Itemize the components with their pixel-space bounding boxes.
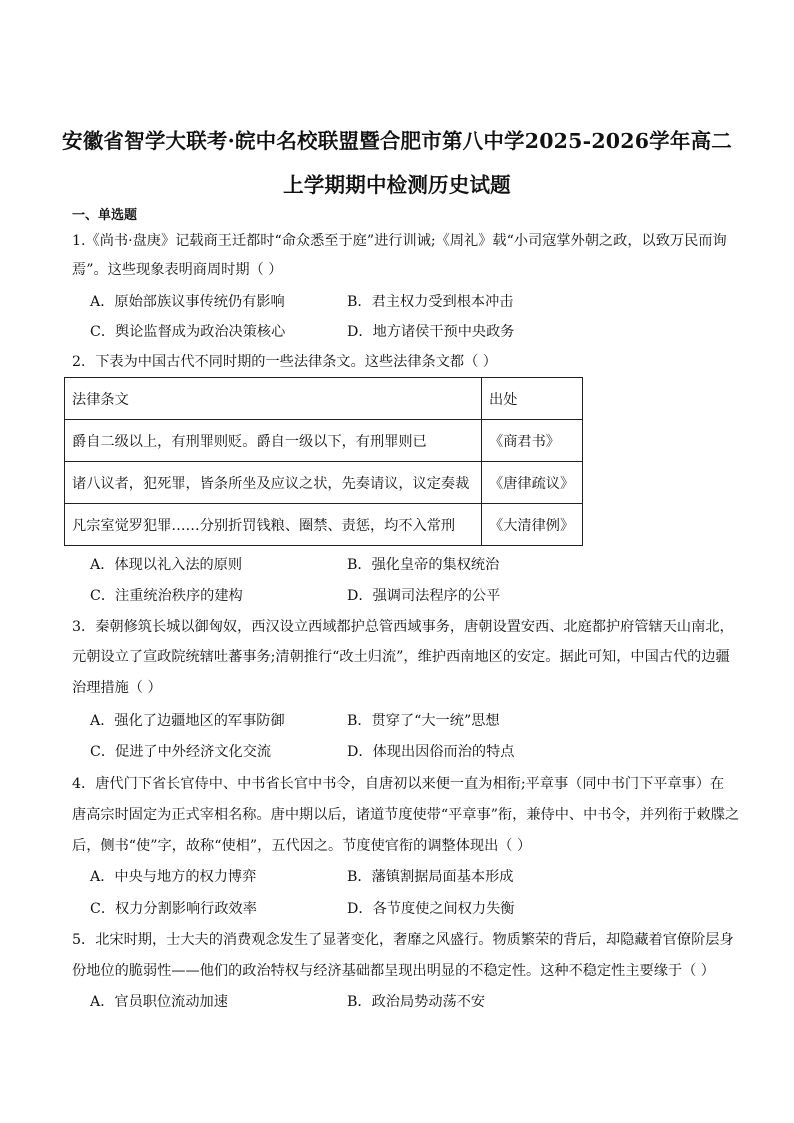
exam-title-line1: 安徽省智学大联考·皖中名校联盟暨合肥市第八中学2025-2026学年高二 — [62, 129, 732, 153]
table-cell: 《唐律疏议》 — [482, 462, 583, 504]
table-row — [65, 462, 583, 504]
q1-stem-line2: 焉”。这些现象表明商周时期（ ） — [72, 262, 283, 278]
exam-title-line2: 上学期期中检测历史试题 — [283, 173, 511, 197]
q2-option-d: D．强调司法程序的公平 — [347, 588, 501, 604]
q3-option-a: A．强化了边疆地区的军事防御 — [90, 713, 285, 729]
table-row — [65, 420, 583, 462]
table-cell: 《大清律例》 — [482, 504, 583, 546]
table-header-row — [65, 378, 583, 420]
q1-stem-line1: 1.《尚书·盘庚》记载商王迁都时“命众悉至于庭”进行训诫;《周礼》载“小司寇掌外朝之政，以致万民而询 — [72, 233, 727, 249]
q5-option-b: B．政治局势动荡不安 — [347, 994, 486, 1010]
q4-stem-line2: 唐高宗时固定为正式宰相名称。唐中期以后，诸道节度使带“平章事”衔，兼侍中、中书令，并列衔于敕牒之 — [72, 807, 740, 823]
table-header-cell: 法律条文 — [65, 378, 482, 420]
q3-option-b: B．贯穿了“大一统”思想 — [347, 713, 500, 729]
q5-stem-line1: 5．北宋时期，士大夫的消费观念发生了显著变化，奢靡之风盛行。物质繁荣的背后，却隐藏着官僚阶层身 — [72, 932, 734, 948]
q3-option-d: D．体现出因俗而治的特点 — [347, 744, 515, 760]
q3-stem-line1: 3．秦朝修筑长城以御匈奴，西汉设立西域都护总管西域事务，唐朝设置安西、北庭都护府管辖天山南北， — [72, 619, 734, 635]
q2-stem-line1: 2．下表为中国古代不同时期的一些法律条文。这些法律条文都（ ） — [72, 354, 497, 370]
q5-stem-line2: 份地位的脆弱性——他们的政治特权与经济基础都呈现出明显的不稳定性。这种不稳定性主要缘于（ ） — [72, 963, 715, 979]
table-cell: 凡宗室觉罗犯罪……分别折罚钱粮、圈禁、责惩，均不入常刑 — [65, 504, 482, 546]
q1-option-a: A．原始部族议事传统仍有影响 — [90, 294, 285, 310]
law-table — [64, 377, 583, 546]
q4-option-c: C．权力分割影响行政效率 — [90, 901, 257, 917]
section-heading: 一、单选题 — [72, 208, 138, 223]
q3-stem-line3: 治理措施（ ） — [72, 680, 162, 696]
q1-option-c: C．舆论监督成为政治决策核心 — [90, 324, 286, 340]
q1-option-d: D．地方诸侯干预中央政务 — [347, 324, 515, 340]
q4-option-b: B．藩镇割据局面基本形成 — [347, 869, 514, 885]
table-cell: 《商君书》 — [482, 420, 583, 462]
q1-option-b: B．君主权力受到根本冲击 — [347, 294, 514, 310]
table-header-cell: 出处 — [482, 378, 583, 420]
table-cell: 爵自二级以上，有刑罪则贬。爵自一级以下，有刑罪则已 — [65, 420, 482, 462]
q5-option-a: A．官员职位流动加速 — [90, 994, 228, 1010]
q4-stem-line3: 后，侧书“使”字，故称“使相”，五代因之。节度使官衔的调整体现出（ ） — [72, 838, 532, 854]
q4-option-a: A．中央与地方的权力博弈 — [90, 869, 257, 885]
q4-option-d: D．各节度使之间权力失衡 — [347, 901, 515, 917]
table-row — [65, 504, 583, 546]
q2-option-c: C．注重统治秩序的建构 — [90, 588, 243, 604]
q2-option-a: A．体现以礼入法的原则 — [90, 557, 243, 573]
q4-stem-line1: 4．唐代门下省长官侍中、中书省长官中书令，自唐初以来便一直为相衔;平章事（同中书门下平章事）在 — [72, 776, 725, 792]
table-cell: 诸八议者，犯死罪，皆条所坐及应议之状，先奏请议，议定奏裁 — [65, 462, 482, 504]
q2-option-b: B．强化皇帝的集权统治 — [347, 557, 500, 573]
q3-stem-line2: 元朝设立了宣政院统辖吐蕃事务;清朝推行“改土归流”，维护西南地区的安定。据此可知，中国古代的边疆 — [72, 649, 730, 665]
q3-option-c: C．促进了中外经济文化交流 — [90, 744, 272, 760]
